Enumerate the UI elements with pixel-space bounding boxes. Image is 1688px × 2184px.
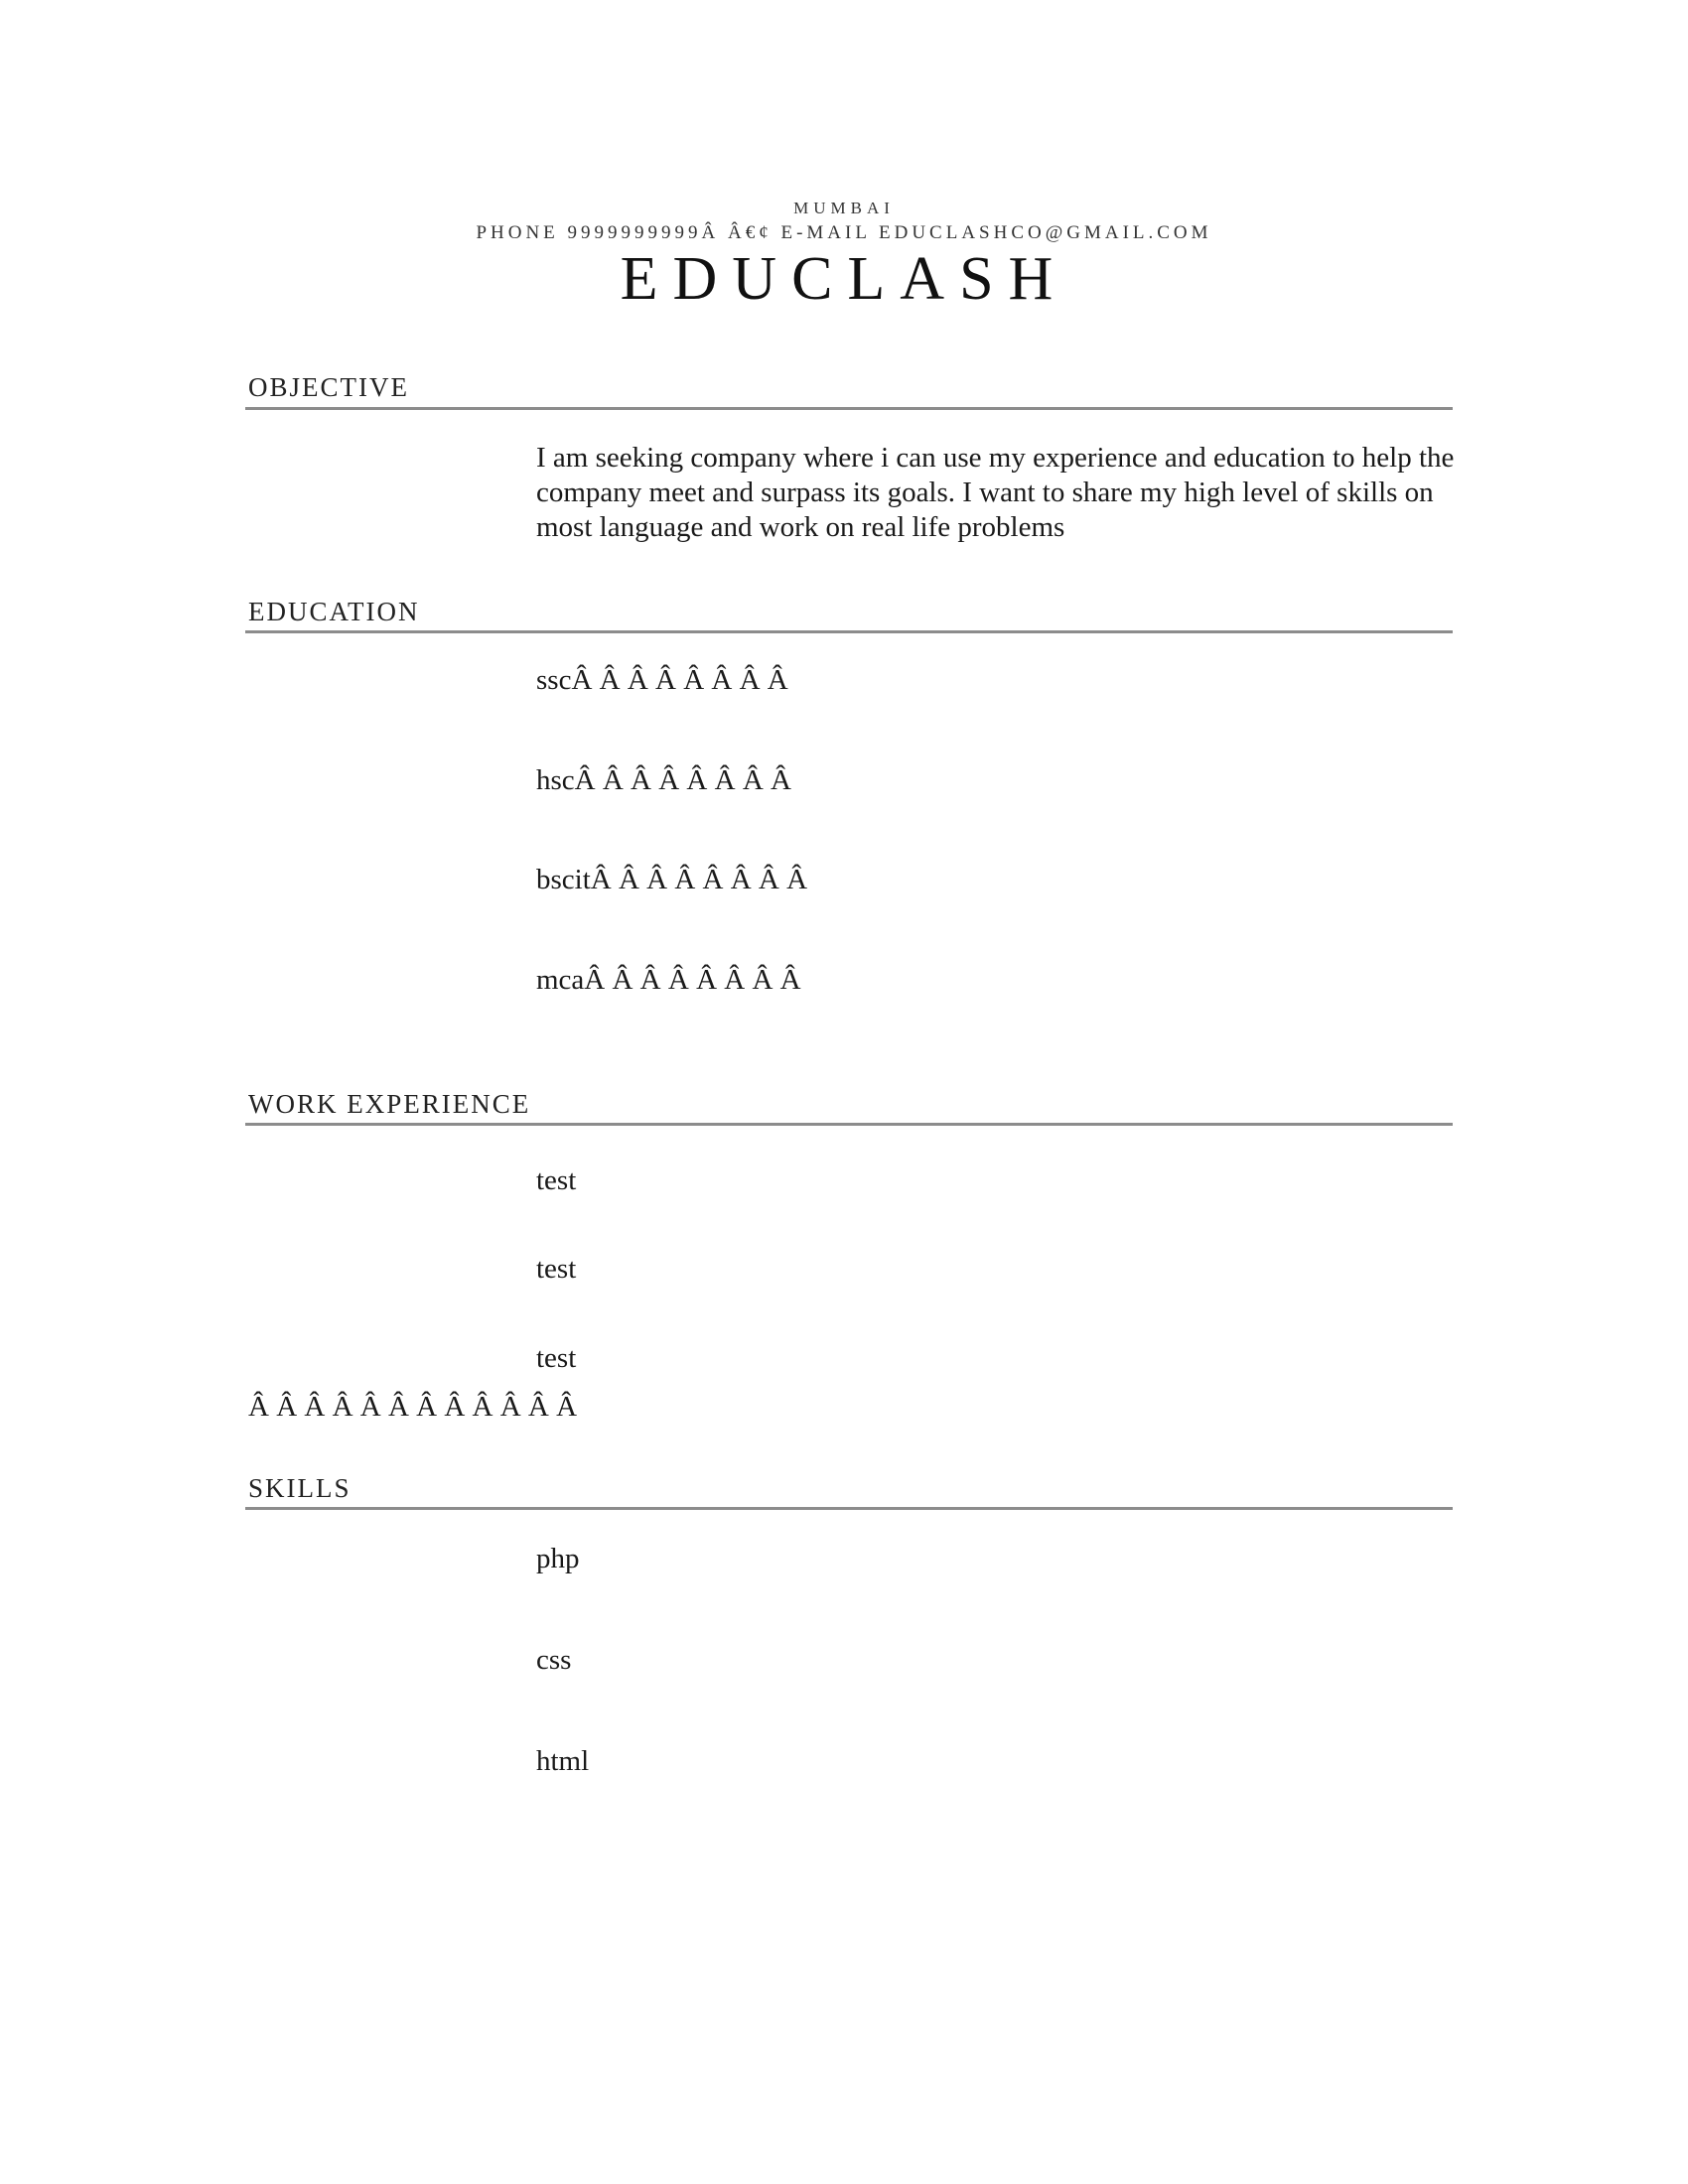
skill-item: php [536,1543,580,1574]
section-divider [245,1507,1453,1510]
objective-text: I am seeking company where i can use my experience and education to help the company meet and surpass its goals. I want to share my high level of skills on most language and work on real life problems [536,442,1455,543]
section-title-skills: SKILLS [248,1473,352,1503]
section-divider [245,1123,1453,1126]
section-divider [245,407,1453,410]
section-title-work-experience: WORK EXPERIENCE [248,1089,531,1119]
education-item: sscÂ Â Â Â Â Â Â Â [536,664,788,696]
header-contact: PHONE 9999999999Â Â€¢ E-MAIL EDUCLASHCO@GMAIL.COM [476,222,1212,243]
skill-item: css [536,1644,572,1676]
education-item: mcaÂ Â Â Â Â Â Â Â [536,964,801,996]
work-experience-item: test [536,1253,577,1285]
section-title-objective: OBJECTIVE [248,372,409,402]
section-divider [245,630,1453,633]
work-experience-item: test [536,1164,577,1196]
education-item: hscÂ Â Â Â Â Â Â Â [536,764,791,796]
resume-name: EDUCLASH [620,245,1068,313]
section-title-education: EDUCATION [248,597,420,626]
header-city: MUMBAI [793,199,895,217]
skill-item: html [536,1745,590,1777]
education-item: bscitÂ Â Â Â Â Â Â Â [536,864,808,895]
work-experience-trailing-text: Â Â Â Â Â Â Â Â Â Â Â Â [248,1391,578,1423]
work-experience-item: test [536,1342,577,1374]
